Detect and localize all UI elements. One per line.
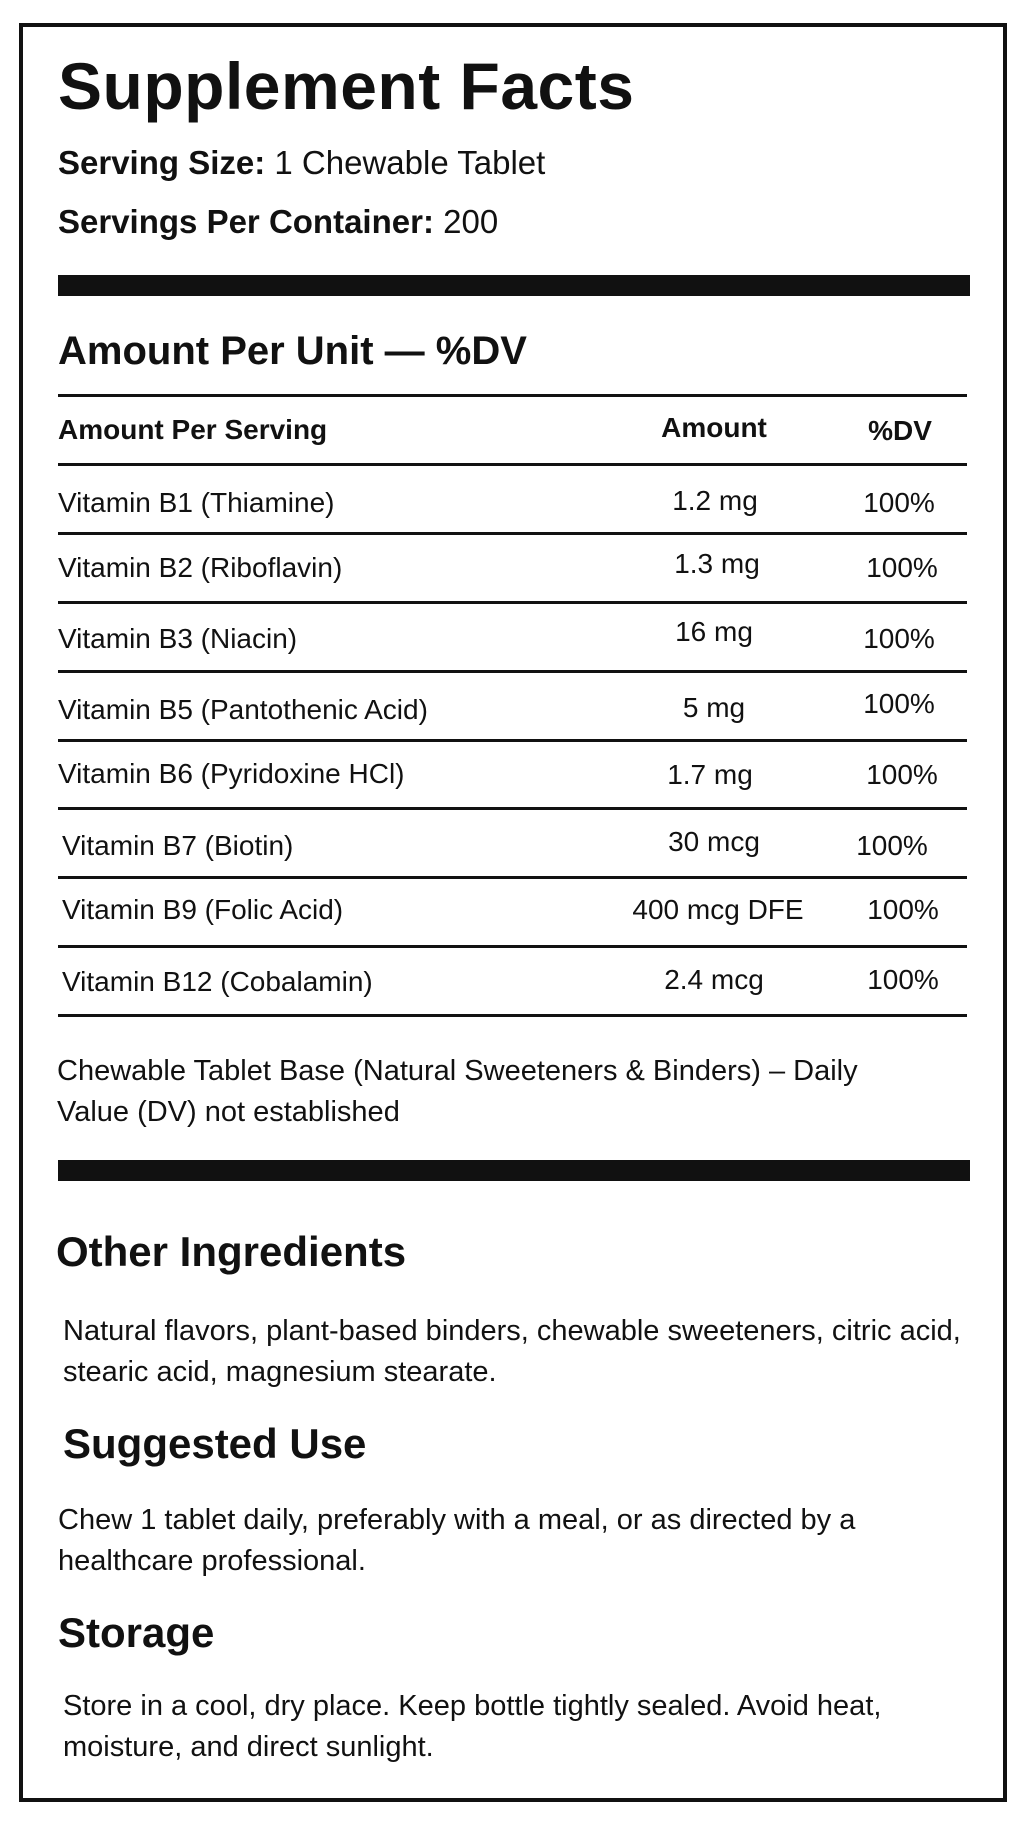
column-header-name: Amount Per Serving xyxy=(58,414,328,445)
nutrient-amount: 30 mcg xyxy=(668,826,760,857)
other-ingredients-heading: Other Ingredients xyxy=(56,1228,407,1275)
suggested-use-heading: Suggested Use xyxy=(63,1420,367,1467)
table-rule xyxy=(58,601,967,604)
column-header-amount: Amount xyxy=(661,412,767,443)
nutrient-amount: 1.2 mg xyxy=(672,485,758,516)
nutrient-name: Vitamin B6 (Pyridoxine HCl) xyxy=(58,758,405,789)
nutrient-amount: 1.3 mg xyxy=(674,548,760,579)
divider-bar xyxy=(58,1160,970,1181)
table-rule xyxy=(58,807,967,810)
base-note: Chewable Tablet Base (Natural Sweeteners & Binders) – Daily Value (DV) not established xyxy=(57,1055,858,1128)
nutrient-dv: 100% xyxy=(866,552,938,583)
table-rule xyxy=(58,463,967,466)
table-rule xyxy=(58,670,967,673)
table-rule xyxy=(58,394,967,397)
table-rule xyxy=(58,532,967,535)
nutrient-amount: 400 mcg DFE xyxy=(632,894,804,925)
serving-size xyxy=(58,141,545,185)
nutrient-dv: 100% xyxy=(866,759,938,790)
nutrient-name: Vitamin B5 (Pantothenic Acid) xyxy=(58,694,428,725)
page-title: Supplement Facts xyxy=(58,49,635,123)
nutrient-name: Vitamin B3 (Niacin) xyxy=(58,623,298,654)
nutrient-dv: 100% xyxy=(867,964,939,995)
nutrient-amount: 16 mg xyxy=(675,616,753,647)
servings-per-container xyxy=(58,200,498,244)
nutrient-dv: 100% xyxy=(863,487,935,518)
nutrient-amount: 5 mg xyxy=(682,692,746,723)
table-rule xyxy=(58,876,967,879)
table-rule xyxy=(58,739,967,742)
nutrient-dv: 100% xyxy=(863,623,935,654)
suggested-use-text: Chew 1 tablet daily, preferably with a meal, or as directed by a healthcare professional. xyxy=(58,1504,856,1577)
storage-heading: Storage xyxy=(58,1609,215,1656)
nutrient-name: Vitamin B2 (Riboflavin) xyxy=(58,552,343,583)
nutrient-name: Vitamin B1 (Thiamine) xyxy=(58,487,335,518)
storage-text: Store in a cool, dry place. Keep bottle tightly sealed. Avoid heat, moisture, and direct sunlight. xyxy=(63,1690,882,1763)
nutrient-name: Vitamin B12 (Cobalamin) xyxy=(62,966,373,997)
amount-heading: Amount Per Unit — %DV xyxy=(58,329,527,373)
column-header-dv: %DV xyxy=(868,415,932,446)
nutrient-amount: 2.4 mcg xyxy=(664,964,764,995)
nutrient-dv: 100% xyxy=(856,830,928,861)
other-ingredients-text: Natural flavors, plant-based binders, chewable sweeteners, citric acid, stearic acid, magnesium stearate. xyxy=(63,1315,961,1388)
table-rule xyxy=(58,945,967,948)
nutrient-name: Vitamin B7 (Biotin) xyxy=(62,830,294,861)
servings-per-container-label: Servings Per Container: xyxy=(58,203,434,240)
divider-bar xyxy=(58,275,970,296)
servings-per-container-value: 200 xyxy=(443,203,499,240)
nutrient-name: Vitamin B9 (Folic Acid) xyxy=(62,894,344,925)
serving-size-label: Serving Size: xyxy=(58,144,266,181)
nutrient-amount: 1.7 mg xyxy=(667,759,753,790)
nutrient-dv: 100% xyxy=(867,894,939,925)
nutrient-dv: 100% xyxy=(863,688,935,719)
table-rule xyxy=(58,1014,967,1017)
serving-size-value: 1 Chewable Tablet xyxy=(274,144,546,181)
